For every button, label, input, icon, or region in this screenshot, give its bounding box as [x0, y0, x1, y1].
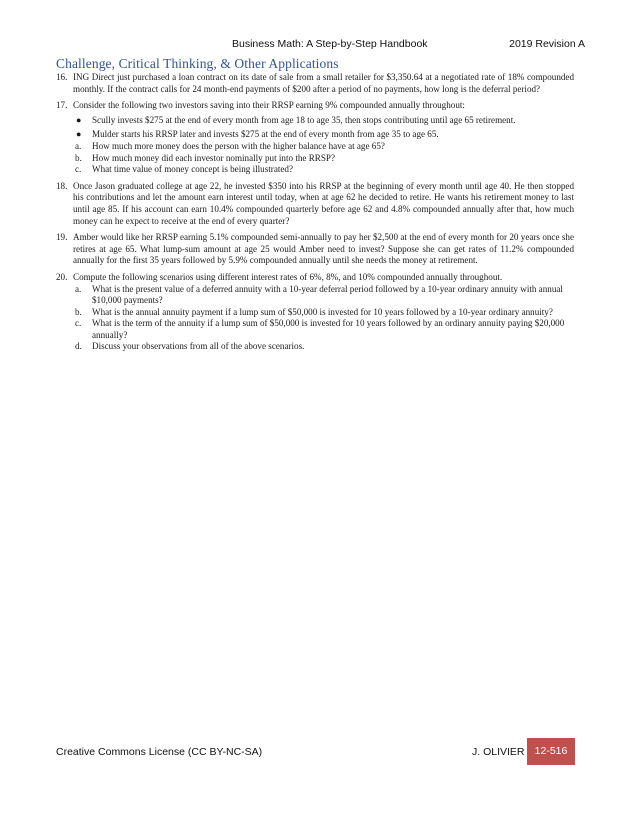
problem-19: [56, 232, 574, 267]
problem-list: [56, 72, 574, 358]
sub-part-text: What is the present value of a deferred annuity with a 10-year deferral period followed by a 10-year ordinary annuity with annual $10,000 payments?: [92, 283, 563, 306]
problem-number: 16.: [56, 72, 68, 82]
bullet-icon: ●: [76, 129, 82, 140]
problem-text: Amber would like her RRSP earning 5.1% compounded semi-annually to pay her $2,500 at the end of every month for 20 years once she retires at age 65. What lump-sum amount at age 25 would Amber need to invest? Suppose she can get rates of 11.2% compounded annually for the first 35 years followed by 5.9% compounded annually until she needs the money at retirement.: [73, 232, 574, 266]
sub-part-text: What time value of money concept is being illustrated?: [92, 164, 294, 175]
sub-part: [73, 141, 574, 153]
problem-number: 17.: [56, 100, 68, 111]
sub-part-label: c.: [75, 318, 82, 329]
sub-part-label: d.: [75, 341, 82, 352]
sub-part-text: What is the term of the annuity if a lump sum of $50,000 is invested for 10 years followed by an ordinary annuity paying $20,000 annually?: [92, 318, 565, 340]
problem-text: Once Jason graduated college at age 22, he invested $350 into his RRSP at the beginning of every month until age 40. He then stopped his contributions and let the amount earn interest until today, when at age 62 he decided to retire. He wants his retirement money to last until age 85. If his account can earn 10.4% compounded quarterly before age 62 and 4.8% compounded annually after that, how much money can he expect to receive at the end of every quarter?: [73, 180, 574, 226]
bullet-text: Mulder starts his RRSP later and invests $275 at the end of every month from age 35 to age 65.: [92, 129, 439, 140]
sub-part-label: b.: [75, 152, 82, 163]
problem-16: [56, 72, 574, 95]
sub-part-label: a.: [75, 140, 82, 151]
sub-part: [73, 341, 574, 353]
problem-text: ING Direct just purchased a loan contract on its date of sale from a small retailer for $3,350.64 at a negotiated rate of 18% compounded monthly. If the contract calls for 24 month-end payments of $200 after a period of no payments, how long is the deferral period?: [73, 72, 574, 94]
section-title: Challenge, Critical Thinking, & Other Applications: [56, 56, 339, 71]
problem-number: 18.: [56, 180, 68, 191]
problem-text: Consider the following two investors saving into their RRSP earning 9% compounded annually throughout:: [73, 100, 465, 111]
page-number-badge: 12-516: [527, 738, 575, 765]
sub-part: [73, 307, 574, 319]
author-name: J. OLIVIER: [472, 746, 525, 758]
problem-18: [56, 181, 574, 227]
sub-part: [73, 284, 574, 307]
page-header: [0, 38, 630, 52]
problem-number: 20.: [56, 271, 68, 282]
problem-text: Compute the following scenarios using different interest rates of 6%, 8%, and 10% compounded annually throughout.: [73, 271, 503, 282]
sub-part-label: c.: [75, 164, 82, 175]
sub-part-label: a.: [75, 283, 82, 294]
sub-part: [73, 153, 574, 165]
sub-part-text: What is the annual annuity payment if a lump sum of $50,000 is invested for 10 years followed by a 10-year ordinary annuity?: [92, 306, 553, 317]
problem-17: [56, 100, 574, 176]
sub-part-text: Discuss your observations from all of the above scenarios.: [92, 341, 305, 352]
problem-number: 19.: [56, 232, 68, 243]
sub-part-text: How much more money does the person with the higher balance have at age 65?: [92, 140, 385, 151]
bullet-item: [73, 115, 574, 127]
bullet-icon: ●: [76, 114, 82, 125]
sub-part: [73, 164, 574, 176]
bullet-item: [73, 129, 574, 141]
sub-part-text: How much money did each investor nominally put into the RRSP?: [92, 152, 335, 163]
bullet-text: Scully invests $275 at the end of every month from age 18 to age 35, then stops contributing until age 65 retirement.: [92, 114, 516, 125]
problem-20: [56, 272, 574, 353]
book-title: Business Math: A Step-by-Step Handbook: [232, 38, 428, 50]
sub-part: [73, 318, 574, 341]
page-footer: [0, 738, 630, 766]
sub-part-label: b.: [75, 306, 82, 317]
license-text: Creative Commons License (CC BY-NC-SA): [56, 746, 263, 758]
revision-label: 2019 Revision A: [509, 38, 585, 50]
